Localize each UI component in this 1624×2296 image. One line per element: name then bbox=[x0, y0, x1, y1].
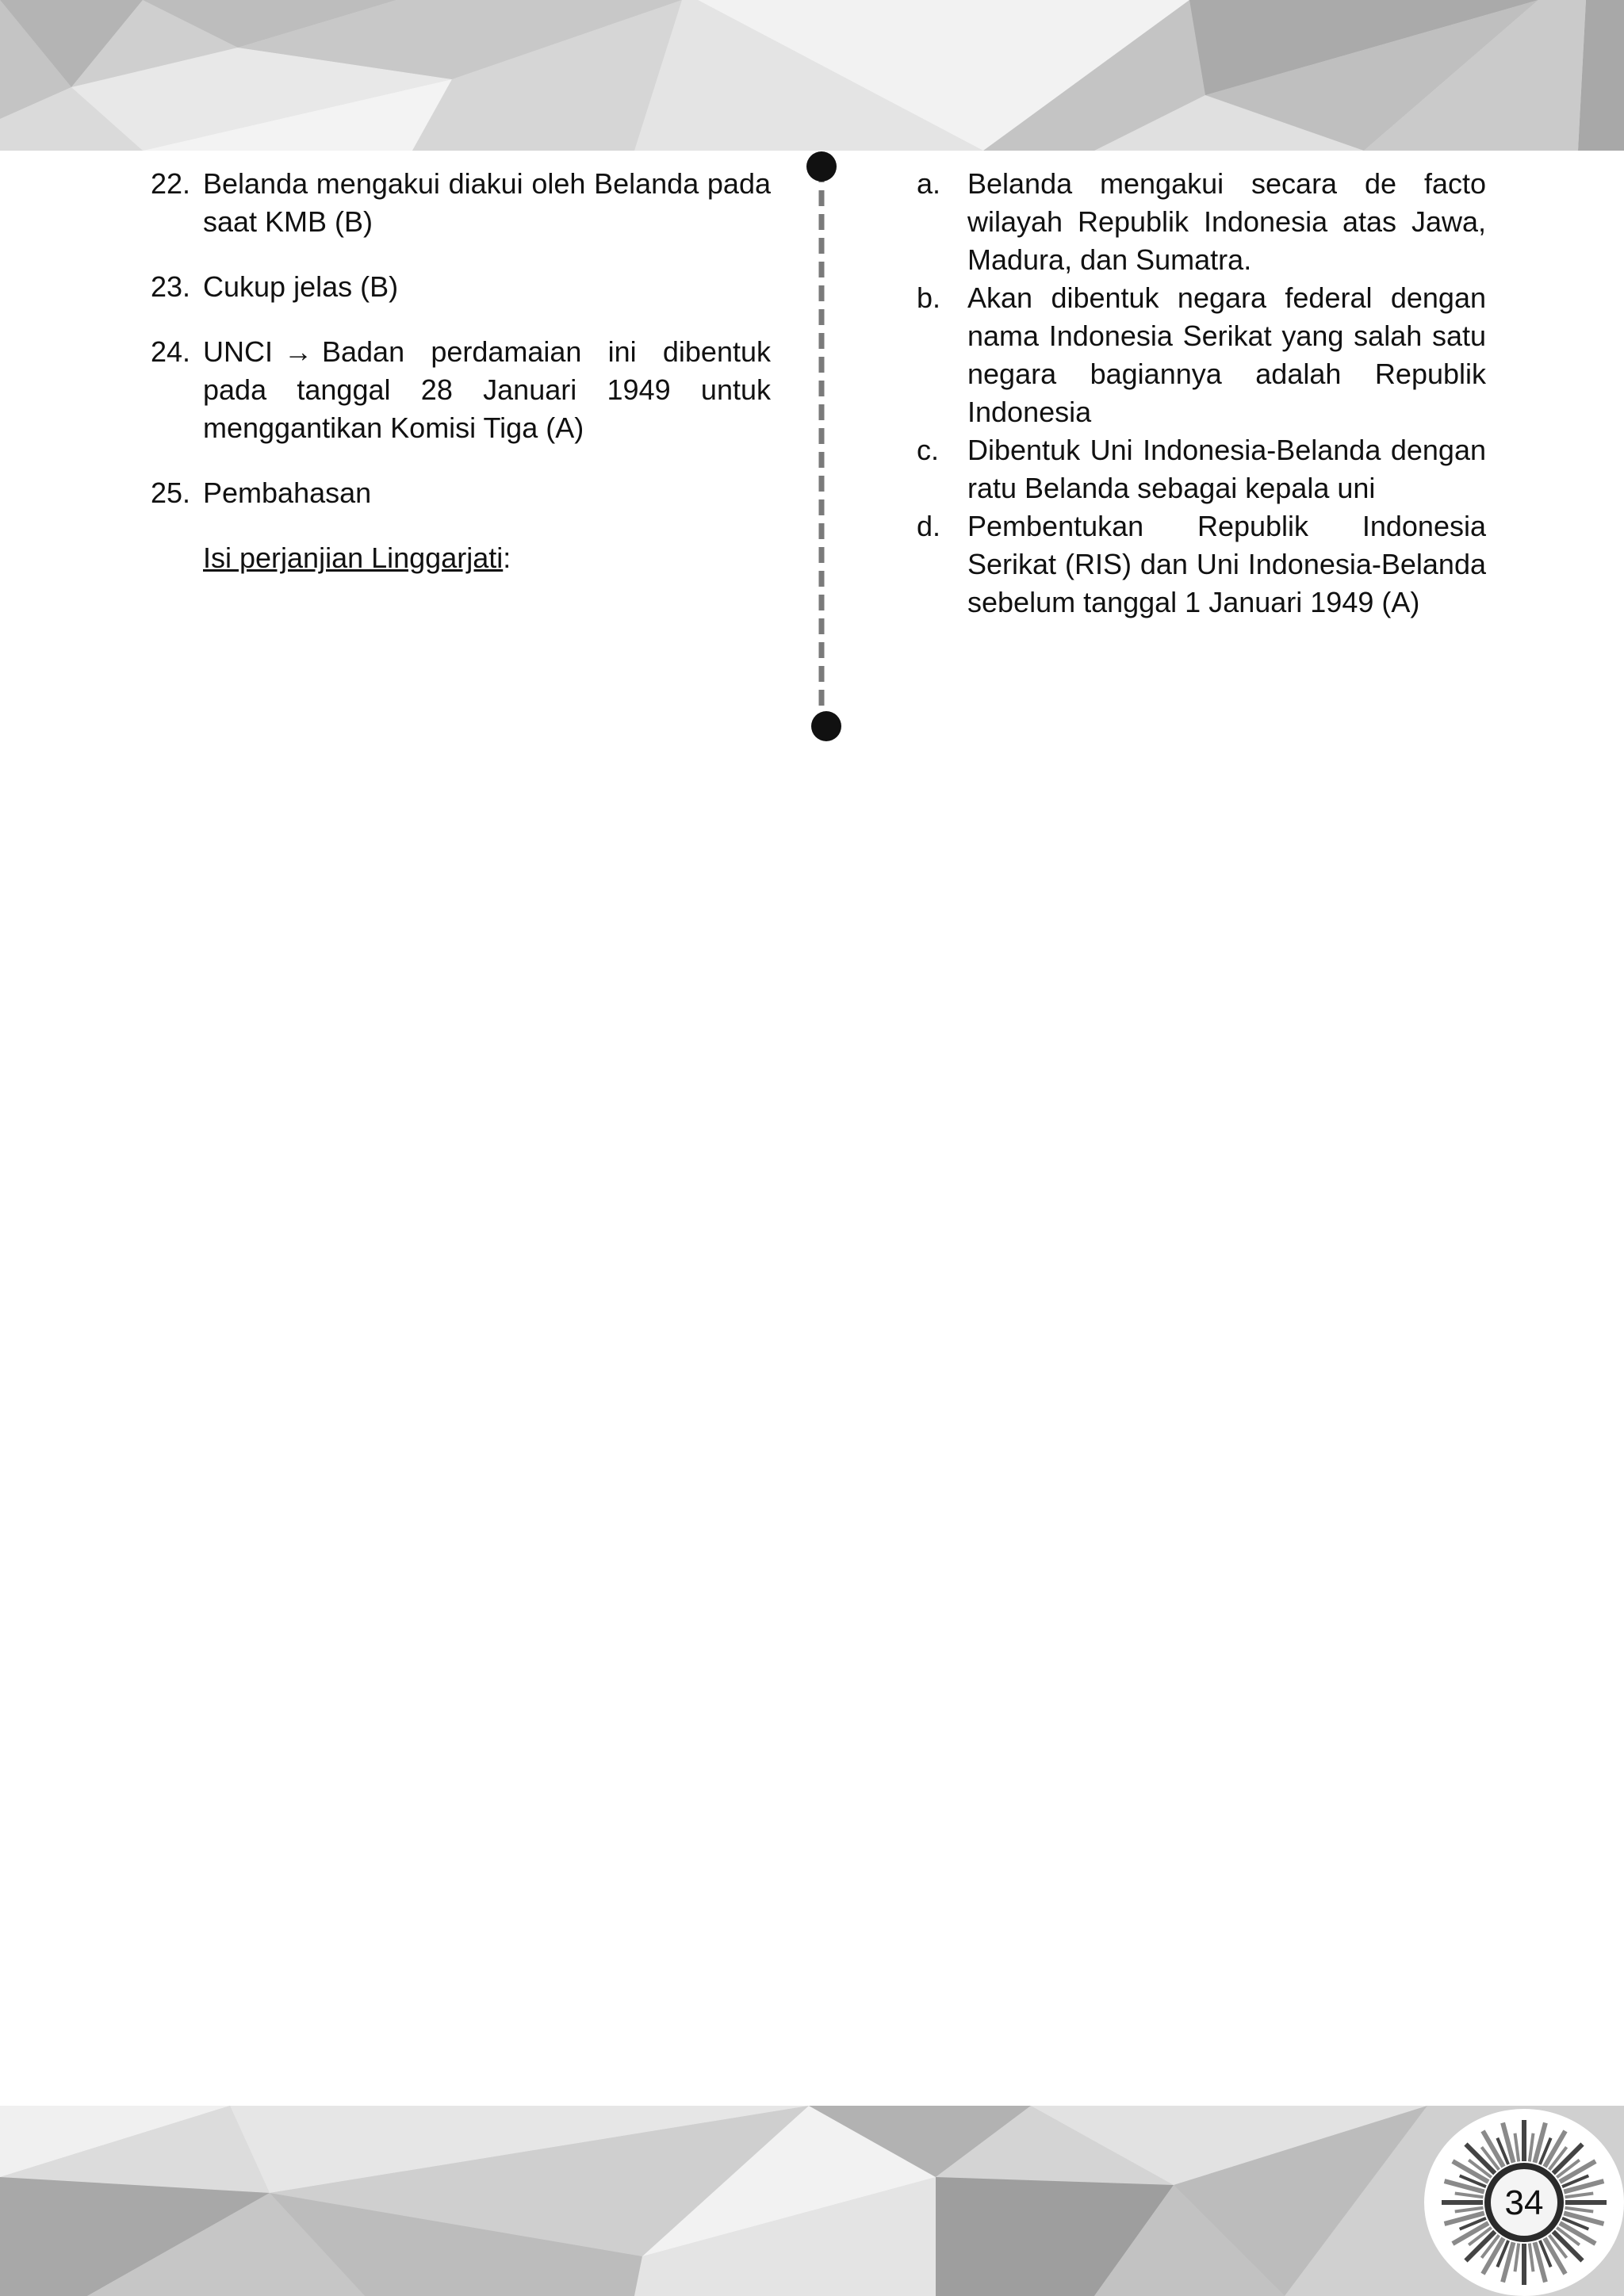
item-text: Akan dibentuk negara federal dengan nama Indonesia Serikat yang salah satu negara bagiannya adalah Republik Indonesia bbox=[967, 281, 1486, 428]
item-number: 24. bbox=[151, 335, 191, 368]
right-arrow-icon: → bbox=[284, 335, 312, 368]
list-item-22 bbox=[151, 165, 771, 241]
item-text-after-arrow: Badan perdamaian ini dibentuk pada tanggal 28 Januari 1949 untuk menggantikan Komisi Tiga (A) bbox=[203, 335, 771, 444]
item-number: 23. bbox=[151, 270, 191, 303]
list-item-c bbox=[917, 431, 1486, 507]
item-text: Pembahasan bbox=[203, 476, 372, 509]
item-text: Pembentukan Republik Indonesia Serikat (RIS) dan Uni Indonesia-Belanda sebelum tanggal 1 Januari 1949 (A) bbox=[967, 510, 1486, 618]
right-column bbox=[917, 165, 1486, 622]
left-column bbox=[151, 165, 771, 577]
header-banner bbox=[0, 0, 1624, 151]
item-text-before-arrow: UNCI bbox=[203, 335, 273, 368]
page-number: 34 bbox=[1504, 2183, 1544, 2222]
list-item-25 bbox=[151, 474, 771, 512]
header-polygon-pattern bbox=[0, 0, 1624, 151]
item-number: 22. bbox=[151, 167, 191, 200]
subheading-suffix: : bbox=[503, 541, 511, 574]
footer-banner bbox=[0, 2106, 1624, 2296]
item-text: Cukup jelas (B) bbox=[203, 270, 399, 303]
page-number-badge bbox=[1416, 2109, 1624, 2296]
item-number: 25. bbox=[151, 476, 191, 509]
divider-bottom-dot bbox=[811, 711, 841, 741]
divider-top-dot bbox=[806, 151, 837, 182]
list-item-23 bbox=[151, 268, 771, 306]
item-letter: b. bbox=[917, 281, 941, 314]
item-letter: a. bbox=[917, 167, 941, 200]
list-item-b bbox=[917, 279, 1486, 431]
list-item-d bbox=[917, 507, 1486, 622]
item-text: Belanda mengakui diakui oleh Belanda pada saat KMB (B) bbox=[203, 167, 771, 238]
item-text: Dibentuk Uni Indonesia-Belanda dengan ratu Belanda sebagai kepala uni bbox=[967, 434, 1486, 504]
list-item-a bbox=[917, 165, 1486, 279]
item-letter: d. bbox=[917, 510, 941, 542]
column-divider bbox=[801, 146, 848, 748]
footer-polygon-pattern bbox=[0, 2106, 1624, 2296]
subheading bbox=[203, 539, 771, 577]
item-text bbox=[203, 333, 771, 447]
item-letter: c. bbox=[917, 434, 940, 466]
item-text: Belanda mengakui secara de facto wilayah Republik Indonesia atas Jawa, Madura, dan Sumatra. bbox=[967, 167, 1486, 276]
list-item-24 bbox=[151, 333, 771, 447]
subheading-underlined: Isi perjanjian Linggarjati bbox=[203, 541, 504, 574]
